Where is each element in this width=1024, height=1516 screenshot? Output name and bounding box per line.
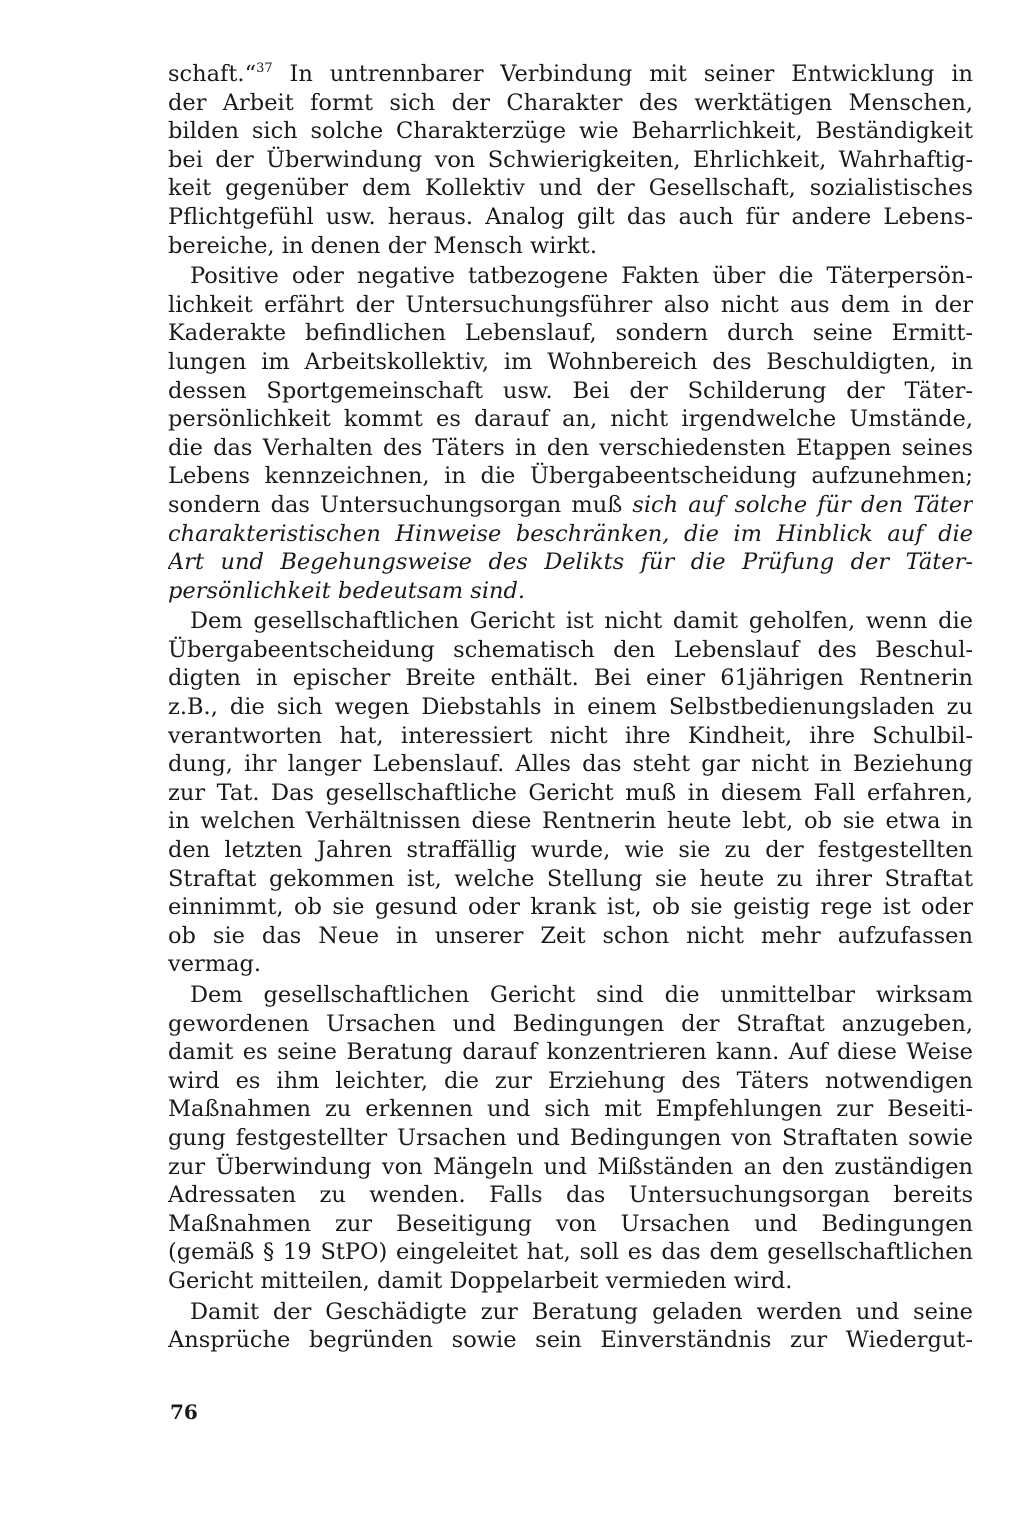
text-line: Lebens kennzeichnen, in die Übergabeentscheidung aufzunehmen; — [168, 463, 973, 490]
paragraph-1 — [168, 60, 973, 260]
text-line: gewordenen Ursachen und Bedingungen der Straftat anzugeben, — [168, 1010, 973, 1037]
emphasis-text: sich auf solche für den Täter — [632, 491, 973, 518]
page-number: 76 — [170, 1400, 198, 1424]
emphasis-line: Art und Begehungsweise des Delikts für die Prüfung der Täter- — [168, 549, 973, 576]
footnote-reference: 37 — [256, 61, 273, 76]
text-line: dessen Sportgemeinschaft usw. Bei der Schilderung der Täter- — [168, 377, 973, 404]
text-line: der Arbeit formt sich der Charakter des werktätigen Menschen, — [168, 89, 973, 116]
text-line: Dem gesellschaftlichen Gericht ist nicht damit geholfen, wenn die — [190, 608, 973, 635]
text-line: verantworten hat, interessiert nicht ihre Kindheit, ihre Schulbil- — [168, 722, 973, 749]
text-line: persönlichkeit kommt es darauf an, nicht irgendwelche Umstände, — [168, 406, 973, 433]
text-line: Ansprüche begründen sowie sein Einverständnis zur Wiedergut- — [168, 1327, 973, 1354]
text-line: die das Verhalten des Täters in den verschiedensten Etappen seines — [168, 434, 973, 461]
text-line: damit es seine Beratung darauf konzentrieren kann. Auf diese Weise — [168, 1039, 973, 1066]
text-line: Straftat gekommen ist, welche Stellung sie heute zu ihrer Straftat — [168, 865, 973, 892]
text-line: zur Überwindung von Mängeln und Mißständen an den zuständigen — [168, 1153, 973, 1180]
text-line: Maßnahmen zu erkennen und sich mit Empfehlungen zur Beseiti- — [168, 1096, 973, 1123]
text-line: Maßnahmen zur Beseitigung von Ursachen und Bedingungen — [168, 1210, 973, 1237]
text-line: in welchen Verhältnissen diese Rentnerin heute lebt, ob sie etwa in — [168, 808, 973, 835]
text-line: Kaderakte befindlichen Lebenslauf, sondern durch seine Ermitt- — [168, 320, 973, 347]
text-line: lichkeit erfährt der Untersuchungsführer also nicht aus dem in der — [168, 291, 973, 318]
text-line: Dem gesellschaftlichen Gericht sind die unmittelbar wirksam — [190, 982, 973, 1008]
paragraph-2 — [168, 262, 973, 605]
text-line: Adressaten zu wenden. Falls das Untersuchungsorgan bereits — [168, 1182, 973, 1209]
text-line: keit gegenüber dem Kollektiv und der Gesellschaft, sozialistisches — [168, 175, 973, 202]
text-line: Gericht mitteilen, damit Doppelarbeit vermieden wird. — [168, 1267, 793, 1294]
text-line: (gemäß § 19 StPO) eingeleitet hat, soll es das dem gesellschaftlichen — [168, 1239, 973, 1266]
text-line: dung, ihr langer Lebenslauf. Alles das steht gar nicht in Beziehung — [168, 751, 973, 778]
paragraph-5 — [168, 1298, 973, 1355]
text-line: Übergabeentscheidung schematisch den Lebenslauf des Beschul- — [168, 636, 973, 663]
text-line: Pflichtgefühl usw. heraus. Analog gilt das auch für andere Lebens- — [168, 203, 973, 230]
text-line: wird es ihm leichter, die zur Erziehung des Täters notwendigen — [168, 1067, 973, 1094]
text-line — [168, 60, 973, 89]
text-line — [168, 491, 973, 520]
text-line: gung festgestellter Ursachen und Bedingungen von Straftaten sowie — [168, 1124, 973, 1151]
emphasis-line: persönlichkeit bedeutsam sind. — [168, 577, 526, 604]
paragraph-4 — [168, 981, 973, 1296]
text-line: bereiche, in denen der Mensch wirkt. — [168, 232, 598, 259]
text-line: digten in epischer Breite enthält. Bei einer 61jährigen Rentnerin — [168, 665, 973, 692]
text-line: ob sie das Neue in unserer Zeit schon nicht mehr aufzufassen — [168, 922, 973, 949]
text-line: bei der Überwindung von Schwierigkeiten, Ehrlichkeit, Wahrhaftig- — [168, 146, 973, 173]
text-fragment: schaft.“ — [168, 61, 257, 87]
text-line: Damit der Geschädigte zur Beratung geladen werden und seine — [190, 1298, 973, 1325]
text-line: z.B., die sich wegen Diebstahls in einem Selbstbedienungsladen zu — [168, 694, 973, 721]
text-line: bilden sich solche Charakterzüge wie Beharrlichkeit, Beständigkeit — [168, 118, 973, 145]
text-line: Positive oder negative tatbezogene Fakten über die Täterpersön- — [190, 263, 973, 290]
text-line: vermag. — [168, 951, 262, 978]
paragraph-3 — [168, 607, 973, 979]
page-body — [168, 60, 973, 1355]
text-fragment: sondern das Untersuchungsorgan muß — [168, 491, 633, 518]
text-line: einnimmt, ob sie gesund oder krank ist, ob sie geistig rege ist oder — [168, 894, 973, 921]
text-line: zur Tat. Das gesellschaftliche Gericht muß in diesem Fall erfahren, — [168, 779, 973, 806]
text-fragment: In untrennbarer Verbindung mit seiner Entwicklung in — [272, 61, 973, 87]
text-line: den letzten Jahren straffällig wurde, wie sie zu der festgestellten — [168, 837, 973, 864]
text-line: lungen im Arbeitskollektiv, im Wohnbereich des Beschuldigten, in — [168, 348, 973, 375]
emphasis-line: charakteristischen Hinweise beschränken, die im Hinblick auf die — [168, 520, 973, 547]
